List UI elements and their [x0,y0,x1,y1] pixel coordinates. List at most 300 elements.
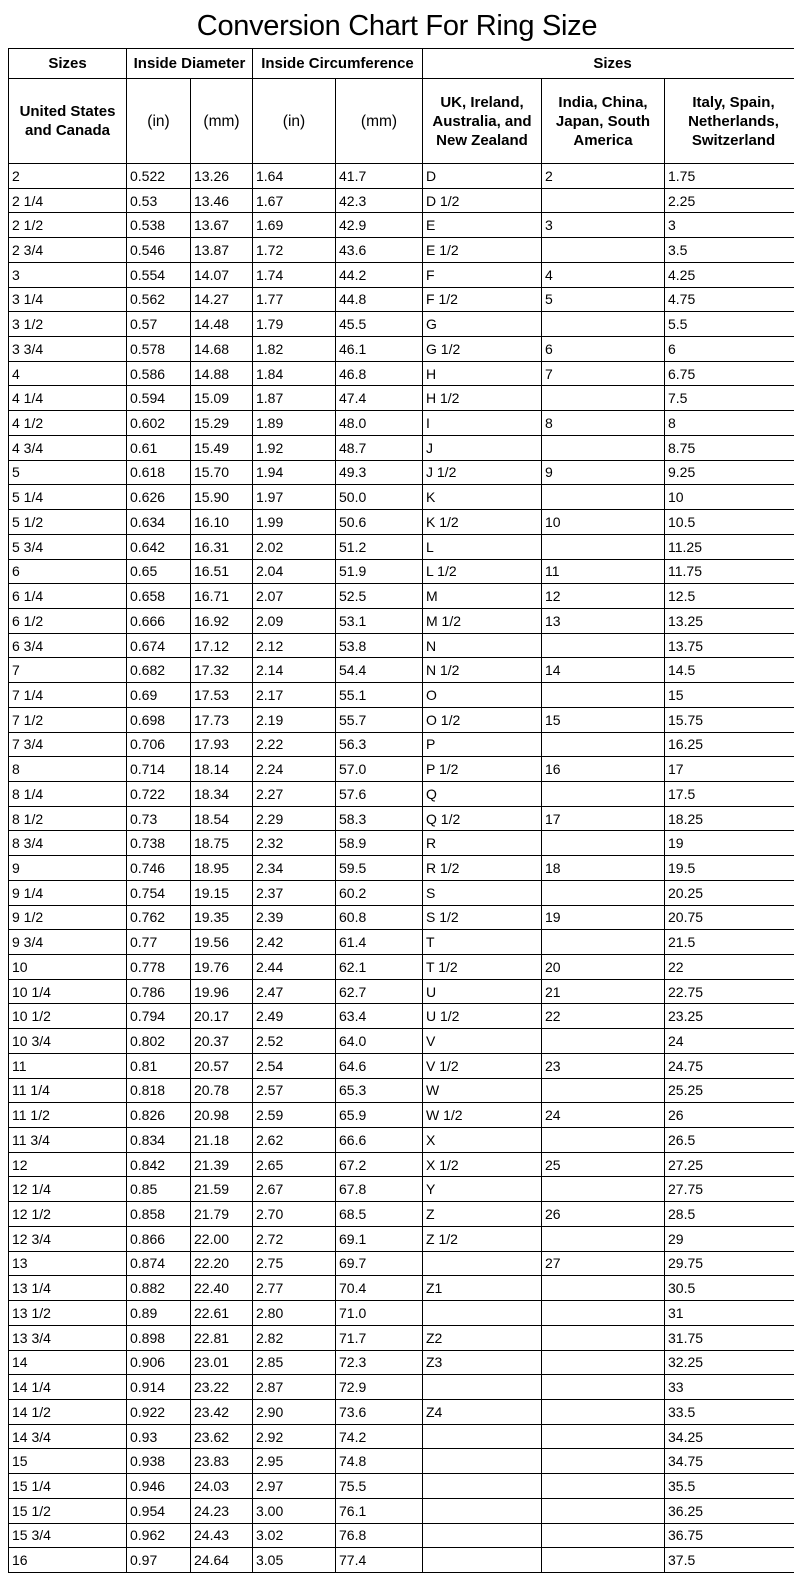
cell-us-canada: 10 1/2 [9,1004,127,1029]
cell-italy-size: 1.75 [665,164,794,189]
col-header-circumference-mm: (mm) [336,79,423,164]
cell-uk-size: W 1/2 [423,1103,542,1128]
cell-india-size: 6 [542,337,665,362]
cell-diameter-in: 0.858 [127,1202,191,1227]
cell-uk-size: Y [423,1177,542,1202]
cell-india-size [542,1449,665,1474]
cell-circumference-mm: 51.2 [336,534,423,559]
cell-us-canada: 4 1/4 [9,386,127,411]
cell-circumference-mm: 41.7 [336,164,423,189]
cell-diameter-mm: 20.57 [191,1053,253,1078]
cell-circumference-in: 2.34 [253,856,336,881]
cell-us-canada: 3 3/4 [9,337,127,362]
cell-us-canada: 9 [9,856,127,881]
cell-circumference-mm: 64.0 [336,1029,423,1054]
cell-circumference-in: 2.80 [253,1301,336,1326]
cell-italy-size: 17.5 [665,781,794,806]
cell-uk-size: G [423,312,542,337]
cell-diameter-in: 0.658 [127,584,191,609]
cell-uk-size: K [423,485,542,510]
cell-circumference-in: 3.05 [253,1548,336,1573]
cell-uk-size: W [423,1078,542,1103]
cell-diameter-in: 0.714 [127,757,191,782]
cell-india-size: 4 [542,262,665,287]
cell-us-canada: 12 1/2 [9,1202,127,1227]
cell-italy-size: 29 [665,1226,794,1251]
table-row [9,1449,794,1474]
table-row [9,1498,794,1523]
cell-uk-size: Z2 [423,1325,542,1350]
cell-italy-size: 37.5 [665,1548,794,1573]
cell-italy-size: 25.25 [665,1078,794,1103]
cell-uk-size: M [423,584,542,609]
cell-uk-size: S [423,880,542,905]
cell-diameter-mm: 19.96 [191,979,253,1004]
cell-india-size [542,1128,665,1153]
cell-circumference-mm: 62.1 [336,955,423,980]
cell-uk-size [423,1548,542,1573]
cell-circumference-mm: 52.5 [336,584,423,609]
cell-italy-size: 33.5 [665,1399,794,1424]
cell-circumference-mm: 69.7 [336,1251,423,1276]
cell-diameter-mm: 19.56 [191,930,253,955]
cell-circumference-in: 1.89 [253,411,336,436]
table-row [9,1177,794,1202]
cell-diameter-mm: 18.34 [191,781,253,806]
cell-us-canada: 14 [9,1350,127,1375]
cell-diameter-in: 0.586 [127,361,191,386]
cell-italy-size: 26.5 [665,1128,794,1153]
cell-india-size: 5 [542,287,665,312]
cell-circumference-mm: 55.1 [336,683,423,708]
cell-india-size [542,238,665,263]
cell-italy-size: 19 [665,831,794,856]
cell-india-size [542,683,665,708]
cell-circumference-in: 2.12 [253,633,336,658]
table-row [9,485,794,510]
cell-circumference-in: 1.74 [253,262,336,287]
cell-diameter-mm: 16.10 [191,510,253,535]
cell-diameter-mm: 21.39 [191,1152,253,1177]
cell-italy-size: 6.75 [665,361,794,386]
cell-us-canada: 10 3/4 [9,1029,127,1054]
cell-diameter-in: 0.642 [127,534,191,559]
cell-diameter-mm: 14.88 [191,361,253,386]
table-row [9,930,794,955]
table-row [9,757,794,782]
cell-us-canada: 4 3/4 [9,435,127,460]
cell-circumference-mm: 57.6 [336,781,423,806]
cell-us-canada: 16 [9,1548,127,1573]
cell-italy-size: 23.25 [665,1004,794,1029]
group-header-sizes: Sizes [9,49,127,79]
cell-italy-size: 3 [665,213,794,238]
table-row [9,905,794,930]
cell-italy-size: 35.5 [665,1474,794,1499]
cell-diameter-mm: 24.43 [191,1523,253,1548]
cell-india-size [542,1523,665,1548]
cell-uk-size [423,1449,542,1474]
cell-uk-size: D [423,164,542,189]
cell-us-canada: 6 3/4 [9,633,127,658]
cell-italy-size: 10 [665,485,794,510]
cell-us-canada: 9 3/4 [9,930,127,955]
cell-diameter-in: 0.882 [127,1276,191,1301]
cell-india-size [542,732,665,757]
cell-diameter-in: 0.762 [127,905,191,930]
cell-diameter-mm: 13.67 [191,213,253,238]
cell-us-canada: 15 3/4 [9,1523,127,1548]
cell-diameter-in: 0.65 [127,559,191,584]
cell-italy-size: 24.75 [665,1053,794,1078]
cell-uk-size: P [423,732,542,757]
cell-diameter-mm: 24.23 [191,1498,253,1523]
cell-uk-size: H [423,361,542,386]
cell-diameter-mm: 24.03 [191,1474,253,1499]
cell-circumference-in: 2.87 [253,1375,336,1400]
cell-us-canada: 5 1/4 [9,485,127,510]
cell-italy-size: 31.75 [665,1325,794,1350]
table-row [9,1251,794,1276]
cell-circumference-in: 2.57 [253,1078,336,1103]
cell-circumference-mm: 69.1 [336,1226,423,1251]
cell-diameter-in: 0.77 [127,930,191,955]
cell-diameter-mm: 19.15 [191,880,253,905]
cell-italy-size: 6 [665,337,794,362]
cell-circumference-in: 2.14 [253,658,336,683]
cell-circumference-in: 2.85 [253,1350,336,1375]
cell-italy-size: 32.25 [665,1350,794,1375]
cell-us-canada: 8 1/4 [9,781,127,806]
table-row [9,238,794,263]
cell-circumference-in: 2.07 [253,584,336,609]
cell-italy-size: 26 [665,1103,794,1128]
cell-diameter-mm: 19.35 [191,905,253,930]
cell-circumference-in: 2.72 [253,1226,336,1251]
cell-diameter-in: 0.722 [127,781,191,806]
cell-circumference-mm: 68.5 [336,1202,423,1227]
cell-italy-size: 10.5 [665,510,794,535]
cell-diameter-mm: 21.18 [191,1128,253,1153]
cell-uk-size: F 1/2 [423,287,542,312]
group-header-inside-diameter: Inside Diameter [127,49,253,79]
cell-diameter-mm: 18.95 [191,856,253,881]
cell-us-canada: 7 1/4 [9,683,127,708]
group-header-row [9,49,794,79]
cell-italy-size: 27.75 [665,1177,794,1202]
cell-india-size [542,1498,665,1523]
cell-diameter-in: 0.81 [127,1053,191,1078]
cell-italy-size: 15 [665,683,794,708]
cell-diameter-in: 0.698 [127,707,191,732]
cell-italy-size: 5.5 [665,312,794,337]
table-row [9,806,794,831]
cell-diameter-in: 0.754 [127,880,191,905]
cell-circumference-mm: 54.4 [336,658,423,683]
cell-us-canada: 4 1/2 [9,411,127,436]
cell-circumference-mm: 67.8 [336,1177,423,1202]
table-row [9,460,794,485]
cell-india-size [542,930,665,955]
cell-uk-size: Z 1/2 [423,1226,542,1251]
cell-uk-size: V [423,1029,542,1054]
cell-diameter-in: 0.826 [127,1103,191,1128]
cell-diameter-in: 0.73 [127,806,191,831]
cell-italy-size: 24 [665,1029,794,1054]
cell-circumference-in: 2.37 [253,880,336,905]
table-row [9,510,794,535]
cell-diameter-mm: 16.51 [191,559,253,584]
cell-india-size: 2 [542,164,665,189]
table-row [9,164,794,189]
cell-uk-size: E [423,213,542,238]
cell-diameter-in: 0.938 [127,1449,191,1474]
cell-us-canada: 7 1/2 [9,707,127,732]
table-row [9,262,794,287]
table-row [9,1078,794,1103]
cell-italy-size: 9.25 [665,460,794,485]
cell-uk-size: Z4 [423,1399,542,1424]
table-row [9,1053,794,1078]
cell-italy-size: 15.75 [665,707,794,732]
table-row [9,732,794,757]
cell-diameter-mm: 22.81 [191,1325,253,1350]
cell-diameter-mm: 14.07 [191,262,253,287]
cell-diameter-mm: 21.59 [191,1177,253,1202]
cell-circumference-mm: 70.4 [336,1276,423,1301]
cell-italy-size: 27.25 [665,1152,794,1177]
cell-italy-size: 20.25 [665,880,794,905]
cell-us-canada: 6 1/4 [9,584,127,609]
cell-circumference-mm: 67.2 [336,1152,423,1177]
cell-diameter-mm: 18.75 [191,831,253,856]
cell-circumference-in: 1.64 [253,164,336,189]
table-row [9,1004,794,1029]
cell-us-canada: 6 [9,559,127,584]
cell-uk-size: Q 1/2 [423,806,542,831]
cell-diameter-mm: 17.12 [191,633,253,658]
cell-circumference-mm: 60.2 [336,880,423,905]
cell-diameter-mm: 13.26 [191,164,253,189]
table-row [9,337,794,362]
table-row [9,312,794,337]
table-row [9,386,794,411]
table-row [9,1474,794,1499]
cell-uk-size: G 1/2 [423,337,542,362]
cell-us-canada: 13 [9,1251,127,1276]
cell-uk-size: T [423,930,542,955]
cell-circumference-in: 2.39 [253,905,336,930]
cell-india-size: 20 [542,955,665,980]
table-row [9,979,794,1004]
table-row [9,1523,794,1548]
table-row [9,658,794,683]
table-row [9,188,794,213]
table-row [9,1226,794,1251]
cell-italy-size: 22.75 [665,979,794,1004]
table-row [9,361,794,386]
cell-diameter-mm: 23.01 [191,1350,253,1375]
table-row [9,1350,794,1375]
cell-india-size [542,1226,665,1251]
cell-india-size: 19 [542,905,665,930]
cell-uk-size [423,1251,542,1276]
cell-circumference-mm: 75.5 [336,1474,423,1499]
cell-circumference-in: 2.42 [253,930,336,955]
cell-circumference-mm: 57.0 [336,757,423,782]
cell-uk-size: X [423,1128,542,1153]
cell-italy-size: 34.25 [665,1424,794,1449]
table-row [9,1375,794,1400]
column-header-row [9,79,794,164]
table-row [9,1325,794,1350]
cell-italy-size: 17 [665,757,794,782]
cell-circumference-mm: 74.2 [336,1424,423,1449]
cell-circumference-in: 2.82 [253,1325,336,1350]
cell-uk-size: E 1/2 [423,238,542,263]
cell-india-size [542,880,665,905]
cell-diameter-mm: 20.37 [191,1029,253,1054]
cell-diameter-mm: 23.83 [191,1449,253,1474]
cell-diameter-mm: 15.29 [191,411,253,436]
cell-circumference-mm: 46.8 [336,361,423,386]
cell-italy-size: 2.25 [665,188,794,213]
cell-uk-size: X 1/2 [423,1152,542,1177]
cell-circumference-in: 2.27 [253,781,336,806]
cell-diameter-mm: 16.92 [191,608,253,633]
cell-diameter-in: 0.602 [127,411,191,436]
cell-circumference-mm: 77.4 [336,1548,423,1573]
cell-diameter-mm: 24.64 [191,1548,253,1573]
cell-uk-size: P 1/2 [423,757,542,782]
cell-diameter-in: 0.522 [127,164,191,189]
cell-diameter-mm: 22.20 [191,1251,253,1276]
cell-italy-size: 16.25 [665,732,794,757]
cell-circumference-in: 2.17 [253,683,336,708]
cell-us-canada: 5 1/2 [9,510,127,535]
cell-circumference-in: 2.24 [253,757,336,782]
cell-diameter-in: 0.794 [127,1004,191,1029]
table-row [9,559,794,584]
cell-diameter-in: 0.842 [127,1152,191,1177]
cell-circumference-mm: 49.3 [336,460,423,485]
cell-circumference-in: 2.67 [253,1177,336,1202]
cell-us-canada: 2 1/2 [9,213,127,238]
cell-uk-size: V 1/2 [423,1053,542,1078]
table-row [9,1301,794,1326]
cell-us-canada: 7 3/4 [9,732,127,757]
cell-us-canada: 8 3/4 [9,831,127,856]
cell-uk-size: J 1/2 [423,460,542,485]
cell-circumference-mm: 73.6 [336,1399,423,1424]
cell-circumference-in: 1.87 [253,386,336,411]
cell-diameter-mm: 22.40 [191,1276,253,1301]
cell-diameter-in: 0.674 [127,633,191,658]
cell-diameter-in: 0.834 [127,1128,191,1153]
cell-diameter-in: 0.946 [127,1474,191,1499]
cell-diameter-mm: 23.22 [191,1375,253,1400]
cell-circumference-mm: 63.4 [336,1004,423,1029]
cell-us-canada: 14 3/4 [9,1424,127,1449]
cell-india-size: 25 [542,1152,665,1177]
cell-circumference-in: 1.84 [253,361,336,386]
cell-circumference-mm: 53.1 [336,608,423,633]
cell-circumference-mm: 48.7 [336,435,423,460]
cell-circumference-mm: 71.7 [336,1325,423,1350]
cell-india-size [542,1399,665,1424]
cell-diameter-mm: 15.49 [191,435,253,460]
cell-circumference-mm: 53.8 [336,633,423,658]
cell-diameter-in: 0.866 [127,1226,191,1251]
cell-us-canada: 10 1/4 [9,979,127,1004]
cell-circumference-mm: 56.3 [336,732,423,757]
table-row [9,1276,794,1301]
cell-circumference-in: 2.52 [253,1029,336,1054]
cell-us-canada: 2 3/4 [9,238,127,263]
cell-us-canada: 2 1/4 [9,188,127,213]
cell-diameter-in: 0.914 [127,1375,191,1400]
cell-uk-size: L 1/2 [423,559,542,584]
cell-india-size: 24 [542,1103,665,1128]
cell-circumference-in: 2.09 [253,608,336,633]
cell-circumference-mm: 76.8 [336,1523,423,1548]
cell-circumference-mm: 50.0 [336,485,423,510]
cell-circumference-in: 2.90 [253,1399,336,1424]
cell-diameter-in: 0.666 [127,608,191,633]
cell-diameter-mm: 23.42 [191,1399,253,1424]
cell-uk-size: R 1/2 [423,856,542,881]
cell-italy-size: 34.75 [665,1449,794,1474]
cell-us-canada: 3 [9,262,127,287]
cell-circumference-mm: 72.9 [336,1375,423,1400]
cell-circumference-mm: 66.6 [336,1128,423,1153]
cell-uk-size: R [423,831,542,856]
cell-circumference-in: 2.32 [253,831,336,856]
cell-circumference-in: 2.92 [253,1424,336,1449]
cell-india-size: 23 [542,1053,665,1078]
cell-diameter-in: 0.61 [127,435,191,460]
cell-italy-size: 28.5 [665,1202,794,1227]
cell-us-canada: 14 1/2 [9,1399,127,1424]
table-row [9,880,794,905]
cell-circumference-mm: 58.3 [336,806,423,831]
cell-diameter-in: 0.93 [127,1424,191,1449]
cell-india-size [542,1548,665,1573]
cell-diameter-mm: 17.32 [191,658,253,683]
cell-diameter-in: 0.97 [127,1548,191,1573]
cell-us-canada: 10 [9,955,127,980]
cell-circumference-in: 1.92 [253,435,336,460]
cell-diameter-in: 0.874 [127,1251,191,1276]
cell-uk-size: I [423,411,542,436]
cell-circumference-in: 1.67 [253,188,336,213]
cell-diameter-mm: 16.31 [191,534,253,559]
cell-india-size: 26 [542,1202,665,1227]
cell-diameter-in: 0.706 [127,732,191,757]
cell-india-size [542,188,665,213]
cell-circumference-in: 2.04 [253,559,336,584]
cell-us-canada: 14 1/4 [9,1375,127,1400]
table-row [9,213,794,238]
cell-india-size: 27 [542,1251,665,1276]
cell-circumference-in: 1.77 [253,287,336,312]
cell-us-canada: 5 3/4 [9,534,127,559]
cell-us-canada: 12 1/4 [9,1177,127,1202]
table-row [9,633,794,658]
cell-circumference-in: 1.72 [253,238,336,263]
cell-diameter-mm: 17.93 [191,732,253,757]
cell-diameter-in: 0.562 [127,287,191,312]
